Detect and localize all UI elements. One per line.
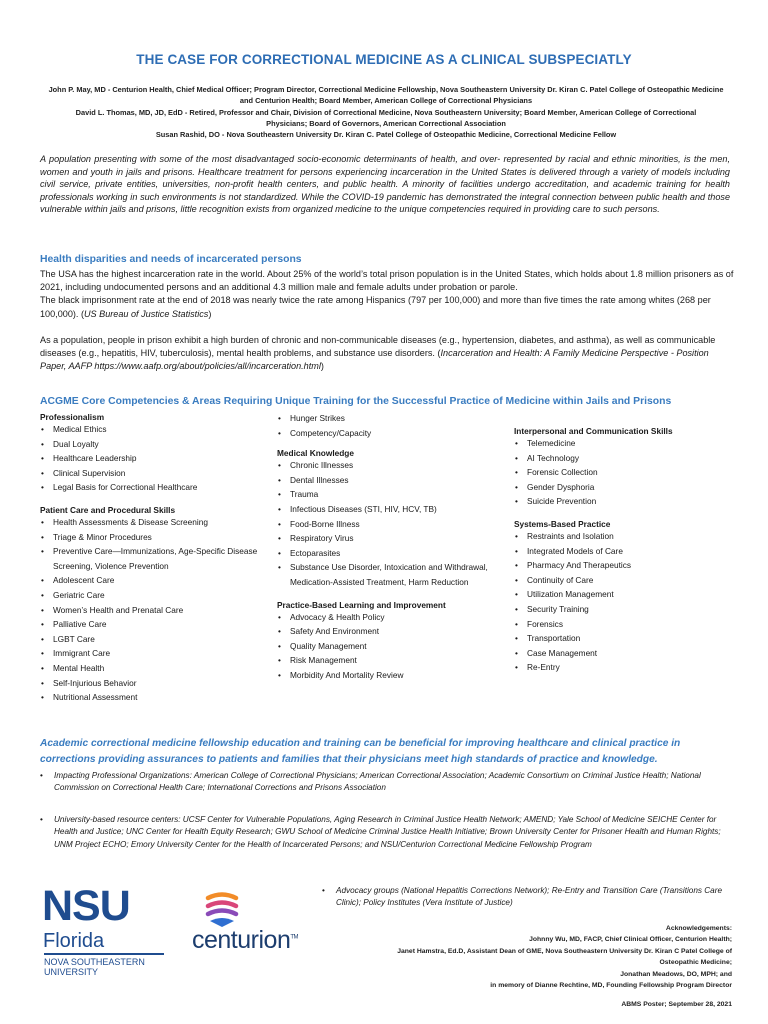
bullet-text: • University-based resource centers: UCSF Center for Vulnerable Populations, Aging Research in Criminal Justice Health Network; AMEND; Yale School of Medicine SEICHE Center for Health and Justice; UNC Center for Health Equity Research; GWU School of Medicine Criminal Justice Health Initiative; Brown University Center for Prisoner Health and Human Rights; UNM Project ECHO; Emory University Center for the Health of Incarcerated Persons; and NSU/Centurion Correctional Medicine Fellowship Program <box>40 814 730 851</box>
list-item: • Dental Illnesses <box>277 473 502 488</box>
list-item: • Palliative Care <box>40 617 270 632</box>
list-item: • Medical Ethics <box>40 422 270 437</box>
list-item: • Utilization Management <box>514 587 734 602</box>
nsu-logo-line: UNIVERSITY <box>44 967 99 977</box>
author-line: David L. Thomas, MD, JD, EdD - Retired, Professor and Chair, Division of Correctional Medicine, Nova Southeastern University; Board Member, American College of Correctional <box>75 107 697 117</box>
nsu-logo-florida: Florida <box>43 930 105 952</box>
section-title: Medical Knowledge <box>277 448 354 459</box>
section-title: Patient Care and Procedural Skills <box>40 504 176 515</box>
bullet-text: • Advocacy groups (National Hepatitis Corrections Network); Re-Entry and Transition Care (Transitions Care Clinic); Policy Institutes (Vera Institute of Justice) <box>322 885 732 910</box>
ack-line: Acknowledgements: <box>665 925 732 932</box>
ack-line: Johnny Wu, MD, FACP, Chief Clinical Officer, Centurion Health; <box>529 936 732 944</box>
list-item: • Hunger Strikes <box>277 411 502 426</box>
nsu-logo-line: NOVA SOUTHEASTERN <box>44 957 145 967</box>
list-item: • Geriatric Care <box>40 588 270 603</box>
list-item: • Trauma <box>277 487 502 502</box>
disparities-body <box>40 268 735 373</box>
poster-title: THE CASE FOR CORRECTIONAL MEDICINE AS A CLINICAL SUBSPECIATLY <box>136 52 632 67</box>
ack-line: Jonathan Meadows, DO, MPH; and <box>620 970 732 978</box>
list-item: • Immigrant Care <box>40 646 270 661</box>
list-item: • Nutritional Assessment <box>40 690 270 705</box>
section-title: Professionalism <box>40 412 105 422</box>
author-list <box>36 84 736 140</box>
text-run: The black imprisonment rate at the end of 2018 was nearly twice the rate among Hispanics (797 per 100,000) and more than five times the rate among whites (268 per 100,000). ( <box>40 295 711 319</box>
centurion-wordmark <box>192 926 298 955</box>
list-item: • AI Technology <box>514 451 734 466</box>
list-item: • Restraints and Isolation <box>514 529 734 544</box>
competency-column-1 <box>40 412 270 705</box>
citation: Incarceration and Health: A Family Medicine Perspective - Position Paper, AAFP https://www.aafp.org/about/policies/all/incarceration.html <box>40 348 709 372</box>
abstract: A population presenting with some of the most disadvantaged socio-economic determinants of health, and over- represented by racial and ethnic minorities, is the men, women and youth in jails and prisons. Healthcare treatment for persons experiencing incarceration in the United States is delivered through a variety of models including civil service, private entities, universities, non-profit health centers, and public health. A minority of facilities undergo accreditation, and academic training for health professionals working in such environments is not standardized. While the COVID-19 pandemic has demonstrated the integral connection between public health and those vulnerable within jails and prisons, little recognition exists from organized medicine to the unique competencies required in providing care to such persons. <box>40 154 730 215</box>
list-item: • Quality Management <box>277 639 502 654</box>
disparities-paragraph: The USA has the highest incarceration rate in the world. About 25% of the world’s total prison population is in the United States, which holds about 1.8 million prisoners as of 2021, including undocumented persons and an additional 4.3 million male and female adults under probation or parole. <box>40 269 734 293</box>
list-item: • Telemedicine <box>514 436 734 451</box>
list-item: • Health Assessments & Disease Screening <box>40 515 270 530</box>
list-item: • Advocacy & Health Policy <box>277 610 502 625</box>
text-run: As a population, people in prison exhibit a high burden of chronic and non-communicable diseases (e.g., hypertension, diabetes, and asthma), as well as communicable diseases (e.g., hepatitis, HIV, tuberculosis), mental health problems, and substance use disorders. ( <box>40 334 716 359</box>
list-item: • Case Management <box>514 646 734 661</box>
list-item: • Re-Entry <box>514 660 734 675</box>
author-line: Susan Rashid, DO - Nova Southeastern University Dr. Kiran C. Patel College of Osteopathic Medicine, Correctional Medicine Fellow <box>155 130 617 140</box>
author-line: John P. May, MD - Centurion Health, Chief Medical Officer; Program Director, Correctional Medicine Fellowship, Nova Southeastern University Dr. Kiran C. Patel College of Osteopathic Medicine <box>48 85 724 94</box>
list-item: • Integrated Models of Care <box>514 544 734 559</box>
list-item: • Forensic Collection <box>514 465 734 480</box>
list-item: • Chronic Illnesses <box>277 458 502 473</box>
list-item: • Continuity of Care <box>514 573 734 588</box>
list-item: • Security Training <box>514 602 734 617</box>
list-item: • Ectoparasites <box>277 546 502 561</box>
competency-column-3 <box>514 426 734 675</box>
list-item: • Pharmacy And Therapeutics <box>514 558 734 573</box>
list-item: • Mental Health <box>40 661 270 676</box>
medical-knowledge-list <box>277 458 502 589</box>
list-item: • Food-Borne Illness <box>277 517 502 532</box>
patient-care-list <box>40 515 270 705</box>
university-bullet <box>40 814 730 851</box>
section-title: Practice-Based Learning and Improvement <box>277 599 446 610</box>
competency-column-2 <box>277 411 502 683</box>
nsu-logo-wordmark: NSU <box>42 882 130 930</box>
bullet-text: • Impacting Professional Organizations: American College of Correctional Physicians; American Correctional Association; Academic Consortium on Criminal Justice Health; National Commission on Correctional Health Care; International Corrections and Prisons Association <box>40 770 730 795</box>
acknowledgements <box>332 923 732 991</box>
ack-line: Osteopathic Medicine; <box>659 959 732 967</box>
list-item: • Women’s Health and Prenatal Care <box>40 603 270 618</box>
section-title: Systems-Based Practice <box>514 518 611 529</box>
interpersonal-list <box>514 436 734 509</box>
list-item: • Legal Basis for Correctional Healthcare <box>40 480 270 495</box>
centurion-shield-icon <box>205 892 239 928</box>
poster-footer: ABMS Poster; September 28, 2021 <box>621 1001 732 1008</box>
list-item: • Safety And Environment <box>277 624 502 639</box>
list-item: • Clinical Supervision <box>40 466 270 481</box>
column-2-top-list <box>277 411 502 440</box>
list-item: • Infectious Diseases (STI, HIV, HCV, TB) <box>277 502 502 517</box>
disparities-paragraph <box>40 334 735 374</box>
text-run: ) <box>320 361 324 372</box>
section-title: Interpersonal and Communication Skills <box>514 426 673 436</box>
list-item: • Healthcare Leadership <box>40 451 270 466</box>
list-item: • Adolescent Care <box>40 573 270 588</box>
organizations-bullet <box>40 770 730 795</box>
list-item: • Dual Loyalty <box>40 437 270 452</box>
acgme-heading: ACGME Core Competencies & Areas Requiring Unique Training for the Successful Practice of Medicine within Jails and Prisons <box>40 396 672 407</box>
centurion-trademark: TM <box>290 934 299 941</box>
centurion-name: centurion <box>192 926 291 954</box>
list-item: • Suicide Prevention <box>514 494 734 509</box>
list-item: • Preventive Care—Immunizations, Age-Specific Disease Screening, Violence Prevention <box>40 544 270 573</box>
citation: US Bureau of Justice Statistics <box>83 308 209 319</box>
list-item: • Morbidity And Mortality Review <box>277 668 502 683</box>
list-item: • Self-Injurious Behavior <box>40 676 270 691</box>
disparities-paragraph <box>40 294 735 320</box>
list-item: • Transportation <box>514 631 734 646</box>
text-run: ) <box>208 308 212 319</box>
author-line: and Centurion Health; Board Member, American College of Correctional Physicians <box>239 96 533 106</box>
practice-learning-list <box>277 610 502 683</box>
fellowship-callout: Academic correctional medicine fellowship education and training can be beneficial for improving healthcare and clinical practice in corrections providing assurances to patients and families that their physicians meet high standards of practice and knowledge. <box>40 738 681 765</box>
systems-list <box>514 529 734 675</box>
author-line: Physicians; Board of Governors, American Correctional Association <box>266 118 506 128</box>
disparities-heading: Health disparities and needs of incarcerated persons <box>40 254 302 265</box>
list-item: • Forensics <box>514 617 734 632</box>
list-item: • Competency/Capacity <box>277 426 502 441</box>
professionalism-list <box>40 422 270 495</box>
list-item: • Triage & Minor Procedures <box>40 530 270 545</box>
list-item: • Substance Use Disorder, Intoxication and Withdrawal, Medication-Assisted Treatment, Harm Reduction <box>277 560 502 589</box>
list-item: • Risk Management <box>277 653 502 668</box>
ack-line: Janet Hamstra, Ed.D, Assistant Dean of GME, Nova Southeastern University Dr. Kiran C Patel College of <box>397 947 732 955</box>
ack-line: in memory of Dianne Rechtine, MD, Founding Fellowship Program Director <box>490 982 732 990</box>
advocacy-bullet <box>322 885 732 910</box>
nsu-logo-divider <box>44 953 164 955</box>
list-item: • Gender Dysphoria <box>514 480 734 495</box>
list-item: • LGBT Care <box>40 632 270 647</box>
list-item: • Respiratory Virus <box>277 531 502 546</box>
nsu-logo-subtitle <box>44 957 145 977</box>
